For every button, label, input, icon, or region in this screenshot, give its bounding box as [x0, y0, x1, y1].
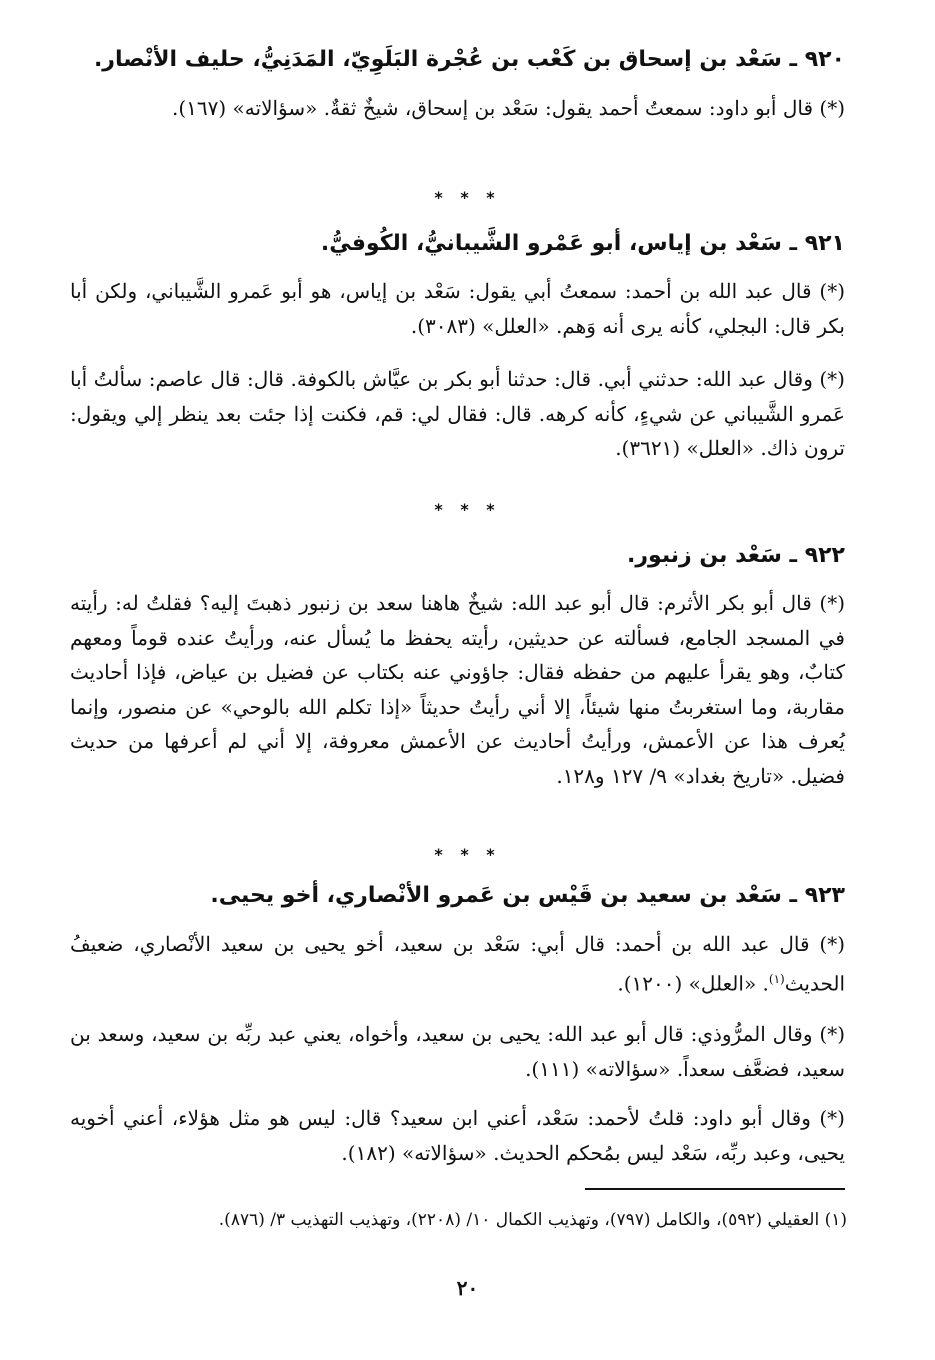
- entry-title-920: ٩٢٠ ـ سَعْد بن إسحاق بن كَعْب بن عُجْرة البَلَوِيّ، المَدَنِيُّ، حليف الأنْصار.: [93, 47, 845, 72]
- entry-920-paragraph-1: (*) قال أبو داود: سمعتُ أحمد يقول: سَعْد بن إسحاق، شيخٌ ثقةٌ. «سؤالاته» (١٦٧).: [171, 96, 845, 120]
- section-separator-2: * * *: [434, 500, 501, 519]
- footnote-divider: [585, 1188, 845, 1190]
- entry-921-paragraph-1: (*) قال عبد الله بن أحمد: سمعتُ أبي يقول: سَعْد بن إياس، هو أبو عَمرو الشَّيباني، ولكن أبا بكر قال: البجلي، كأنه يرى أنه وَهم. «العلل» (٣٠٨٣).: [70, 279, 845, 338]
- entry-923-paragraph-2: (*) وقال المرُّوذي: قال أبو عبد الله: يحيى بن سعيد، وأخواه، يعني عبد ربِّه بن سعيد، وسعد بن سعيد، فضعَّف سعداً. «سؤالاته» (١١١).: [70, 1022, 845, 1081]
- entry-923-paragraph-1-text: (*) قال عبد الله بن أحمد: قال أبي: سَعْد بن سعيد، أخو يحيى بن سعيد الأنْصاري، ضعيفُ الحديث: [70, 932, 845, 996]
- entry-923-paragraph-1: [70, 927, 845, 1001]
- footnote: (١) العقيلي (٥٩٢)، والكامل (٧٩٧)، وتهذيب الكمال ١٠/ (٢٢٠٨)، وتهذيب التهذيب ٣/ (٨٧٦).: [218, 1210, 847, 1230]
- entry-title-923: ٩٢٣ ـ سَعْد بن سعيد بن قَيْس بن عَمرو الأنْصاري، أخو يحيى.: [210, 883, 845, 908]
- footnote-reference: (١): [768, 971, 785, 986]
- entry-title-921: ٩٢١ ـ سَعْد بن إياس، أبو عَمْرو الشَّيبانيُّ، الكُوفيُّ.: [320, 231, 845, 256]
- section-separator-3: * * *: [434, 845, 501, 864]
- section-separator-1: * * *: [434, 188, 501, 207]
- entry-923-paragraph-3: (*) وقال أبو داود: قلتُ لأحمد: سَعْد، أعني ابن سعيد؟ قال: ليس هو مثل هؤلاء، أعني أخويه يحيى، وعبد ربِّه، سَعْد ليس بمُحكم الحديث. «سؤالاته» (١٨٢).: [70, 1106, 845, 1165]
- page-number: ٢٠: [456, 1276, 479, 1300]
- entry-921-paragraph-2: (*) وقال عبد الله: حدثني أبي. قال: حدثنا أبو بكر بن عيَّاش بالكوفة. قال: قال عاصم: سألتُ أبا عَمرو الشَّيباني عن شيءٍ، كأنه كرهه. قال: فقال لي: قم، فكنت إذا جئت بعد ينظر إلي ويقول: ترون ذاك. «العلل» (٣٦٢١).: [70, 367, 845, 460]
- entry-title-922: ٩٢٢ ـ سَعْد بن زنبور.: [627, 543, 845, 568]
- entry-923-paragraph-1-tail: . «العلل» (١٢٠٠).: [617, 971, 769, 996]
- entry-922-paragraph-1: (*) قال أبو بكر الأثرم: قال أبو عبد الله: شيخٌ هاهنا سعد بن زنبور ذهبتَ إليه؟ فقلتُ له: رأيته في المسجد الجامع، فسألته عن حديثين، رأيته يحفظ ما يُسأل عنه، ورأيتُ عنده قوماً ومعهم كتابٌ، وهو يقرأ عليهم من حفظه فقال: جاؤوني عنه بكتاب عن فضيل بن عياض، فإذا أحاديث مقاربة، وما استغربتُ منها شيئاً، إلا أني رأيتُ حديثاً «إذا تكلم الله بالوحي» عن منصور، وإنما يُعرف هذا عن الأعمش، ورأيتُ أحاديث عن الأعمش معروفة، إلا أني لم أعرفها من حديث فضيل. «تاريخ بغداد» ٩/ ١٢٧ و١٢٨.: [70, 591, 845, 788]
